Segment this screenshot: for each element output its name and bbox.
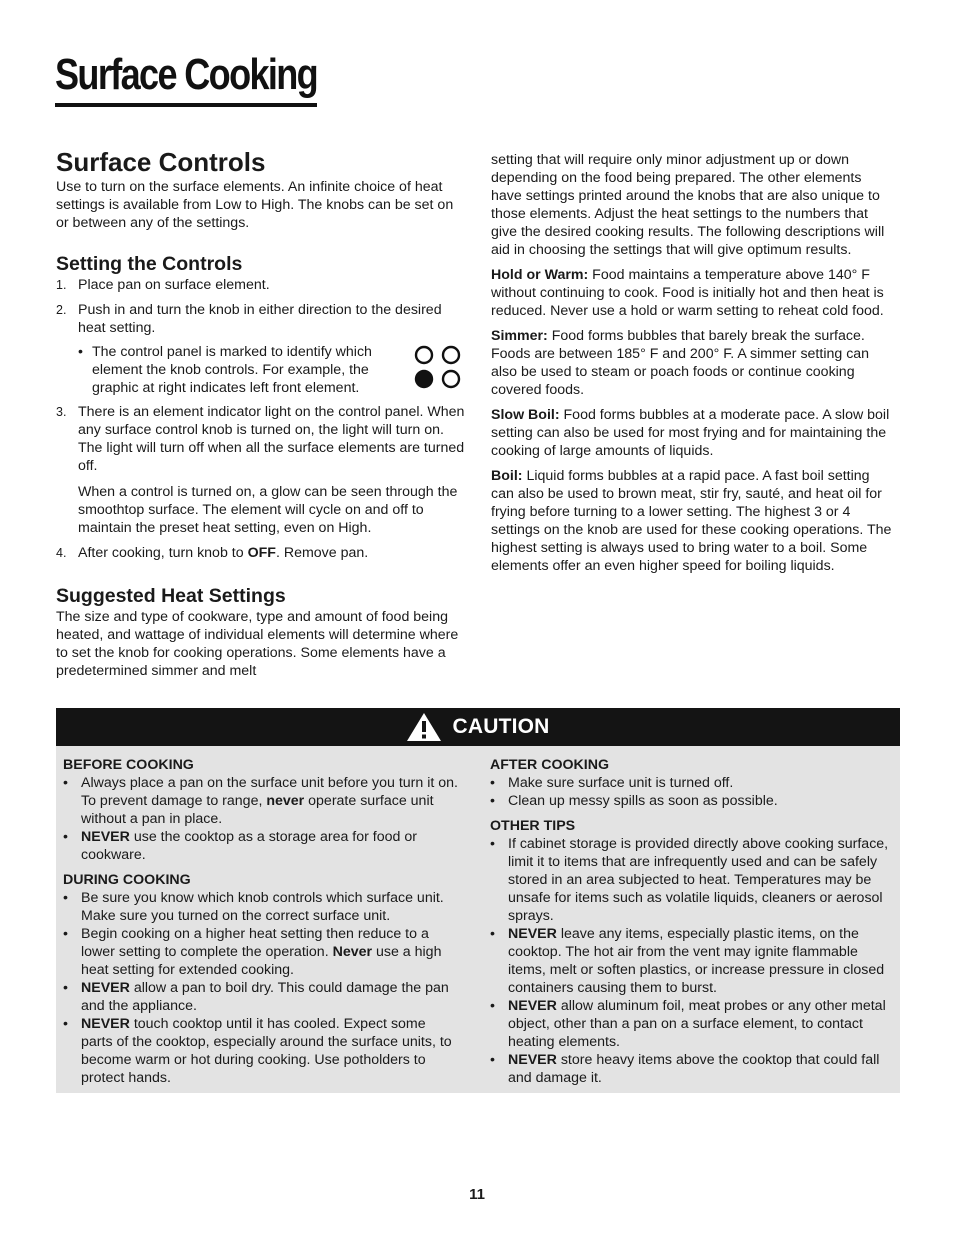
- page-title: Surface Cooking: [55, 50, 318, 99]
- caution-box: [56, 708, 900, 1093]
- item-text: touch cooktop until it has cooled. Expect some parts of the cooktop, especially around the surface units, to become warm or hot during cooking. Use potholders to protect hands.: [81, 1016, 452, 1086]
- item-text: use the cooktop as a storage area for food or cookware.: [81, 829, 417, 863]
- item-text: Always place a pan on the surface unit before you turn it on. To prevent damage to range,: [81, 775, 458, 809]
- item-bold: NEVER: [508, 926, 557, 942]
- suggested-heat-text: The size and type of cookware, type and amount of food being heated, and wattage of individual elements will determine where to set the knob for cooking operations. Some elements have a predetermined simmer and melt: [56, 609, 459, 679]
- item-text: leave any items, especially plastic items, on the cooktop. The hot air from the vent may ignite flammable items, melt or soften plastics, or increase pressure in closed containers causing them to burst.: [508, 926, 885, 996]
- setting-term: Slow Boil:: [491, 407, 560, 423]
- knob-indicator-note: [78, 343, 466, 397]
- caution-item: [63, 889, 458, 925]
- item-bold: NEVER: [81, 1016, 130, 1032]
- item-text: Be sure you know which knob controls which surface unit. Make sure you turned on the correct surface unit.: [81, 890, 444, 924]
- step-text: Place pan on surface element.: [78, 277, 270, 293]
- caution-item: [490, 997, 895, 1051]
- step-text: After cooking, turn knob to: [78, 545, 248, 561]
- item-text: allow aluminum foil, meat probes or any other metal object, other than a pan on a surface element, to contact heating elements.: [508, 998, 886, 1050]
- item-text: allow a pan to boil dry. This could damage the pan and the appliance.: [81, 980, 449, 1014]
- caution-item: [490, 774, 895, 792]
- caution-left-column: [63, 756, 458, 1094]
- warning-icon: [406, 712, 442, 742]
- setting-desc: Food forms bubbles that barely break the surface. Foods are between 185° F and 200° F. A simmer setting can also be used to steam or poach foods or continue cooking covered foods.: [491, 328, 870, 398]
- setting-term: Simmer:: [491, 328, 548, 344]
- surface-controls-intro: Use to turn on the surface elements. An infinite choice of heat settings is available from Low to High. The knobs can be set on or between any of the settings.: [56, 179, 454, 231]
- page-number: 11: [469, 1186, 485, 1203]
- caution-item: [63, 1015, 458, 1087]
- item-text: Begin cooking on a higher heat setting then reduce to a lower setting to complete the operation.: [81, 926, 429, 960]
- item-bold: NEVER: [508, 1052, 557, 1068]
- setting-desc: Food forms bubbles at a moderate pace. A slow boil setting can also be used for most frying and for maintaining the cooking of large amounts of liquids.: [491, 407, 890, 459]
- after-cooking-list: [490, 774, 895, 810]
- left-column: [56, 146, 466, 680]
- item-bold: NEVER: [81, 829, 130, 845]
- setting-desc: Liquid forms bubbles at a rapid pace. A fast boil setting can also be used to brown meat, stir fry, sauté, and heat oil for frying before turning to a lower setting. The highest 3 or 4 settings on the knob are used for these cooking operations. The highest setting is always used to bring water to a boil. Some elements offer an even higher speed for boiling liquids.: [491, 468, 892, 574]
- step-number: 1.: [56, 278, 67, 292]
- step-continuation-text: When a control is turned on, a glow can be seen through the smoothtop surface. The element will cycle on and off to maintain the preset heat setting, even on High.: [78, 484, 458, 536]
- setting-simmer: [491, 327, 896, 399]
- other-tips-list: [490, 835, 895, 1087]
- before-cooking-list: [63, 774, 458, 864]
- step-item: [56, 544, 466, 562]
- setting-controls-heading: Setting the Controls: [56, 253, 243, 275]
- setting-steps-list-continued: [56, 403, 466, 562]
- right-column: [491, 151, 896, 582]
- suggested-heat-heading: Suggested Heat Settings: [56, 585, 286, 607]
- step-item: [56, 301, 466, 337]
- heat-settings-continued: setting that will require only minor adjustment up or down depending on the food being prepared. The other elements have settings printed around the knobs that are also unique to those elements. Adjust the heat settings to the numbers that give the desired cooking results. The following descriptions will aid in choosing the settings that will give optimum results.: [491, 152, 885, 258]
- element-indicator-icon: [413, 345, 463, 389]
- item-bold: NEVER: [508, 998, 557, 1014]
- item-text: use a high heat setting for extended cooking.: [81, 944, 442, 978]
- surface-controls-heading: Surface Controls: [56, 147, 266, 177]
- during-cooking-list: [63, 889, 458, 1087]
- title-underline: [55, 103, 317, 107]
- step-number: 2.: [56, 303, 67, 317]
- caution-item: [490, 792, 895, 810]
- item-bold: NEVER: [81, 980, 130, 996]
- step-text: Push in and turn the knob in either direction to the desired heat setting.: [78, 302, 442, 336]
- other-tips-heading: OTHER TIPS: [490, 818, 576, 834]
- setting-desc: Food maintains a temperature above 140° F without continuing to cook. Food is initially hot and then heat is reduced. Never use a hold or warm setting to reheat cold food.: [491, 267, 884, 319]
- caution-item: [490, 925, 895, 997]
- item-text: operate surface unit without a pan in place.: [81, 793, 434, 827]
- during-cooking-heading: DURING COOKING: [63, 872, 191, 888]
- item-text: store heavy items above the cooktop that could fall and damage it.: [508, 1052, 880, 1086]
- item-text: Clean up messy spills as soon as possible.: [508, 793, 778, 809]
- setting-steps-list: [56, 276, 466, 337]
- item-text: Make sure surface unit is turned off.: [508, 775, 734, 791]
- caution-title: CAUTION: [452, 715, 550, 738]
- caution-item: [63, 925, 458, 979]
- step-item: [56, 276, 466, 294]
- item-bold: never: [266, 793, 305, 809]
- after-cooking-heading: AFTER COOKING: [490, 757, 610, 773]
- caution-item: [490, 1051, 895, 1087]
- setting-hold-warm: [491, 266, 896, 320]
- setting-boil: [491, 467, 896, 575]
- setting-term: Hold or Warm:: [491, 267, 589, 283]
- setting-term: Boil:: [491, 468, 523, 484]
- caution-item: [63, 828, 458, 864]
- item-bold: Never: [332, 944, 373, 960]
- knob-indicator-text: • The control panel is marked to identify which element the knob controls. For example, the graphic at right indicates left front element.: [78, 343, 392, 397]
- caution-item: [63, 774, 458, 828]
- step-number: 4.: [56, 546, 67, 560]
- before-cooking-heading: BEFORE COOKING: [63, 757, 194, 773]
- setting-slow-boil: [491, 406, 896, 460]
- step-item: [56, 403, 466, 537]
- caution-item: [63, 979, 458, 1015]
- caution-item: [490, 835, 895, 925]
- step-number: 3.: [56, 405, 67, 419]
- caution-header: [56, 708, 900, 746]
- item-text: If cabinet storage is provided directly above cooking surface, limit it to items that are infrequently used and can be safely stored in an area subjected to heat. Temperatures may be unsafe for items such as volatile liquids, cleaners or aerosol sprays.: [508, 836, 889, 924]
- caution-right-column: [490, 756, 895, 1094]
- step-bold-word: OFF: [247, 545, 276, 561]
- step-text: . Remove pan.: [275, 545, 369, 561]
- step-text: There is an element indicator light on the control panel. When any surface control knob is turned on, the light will turn on. The light will turn off when all the surface elements are turned off.: [78, 404, 465, 474]
